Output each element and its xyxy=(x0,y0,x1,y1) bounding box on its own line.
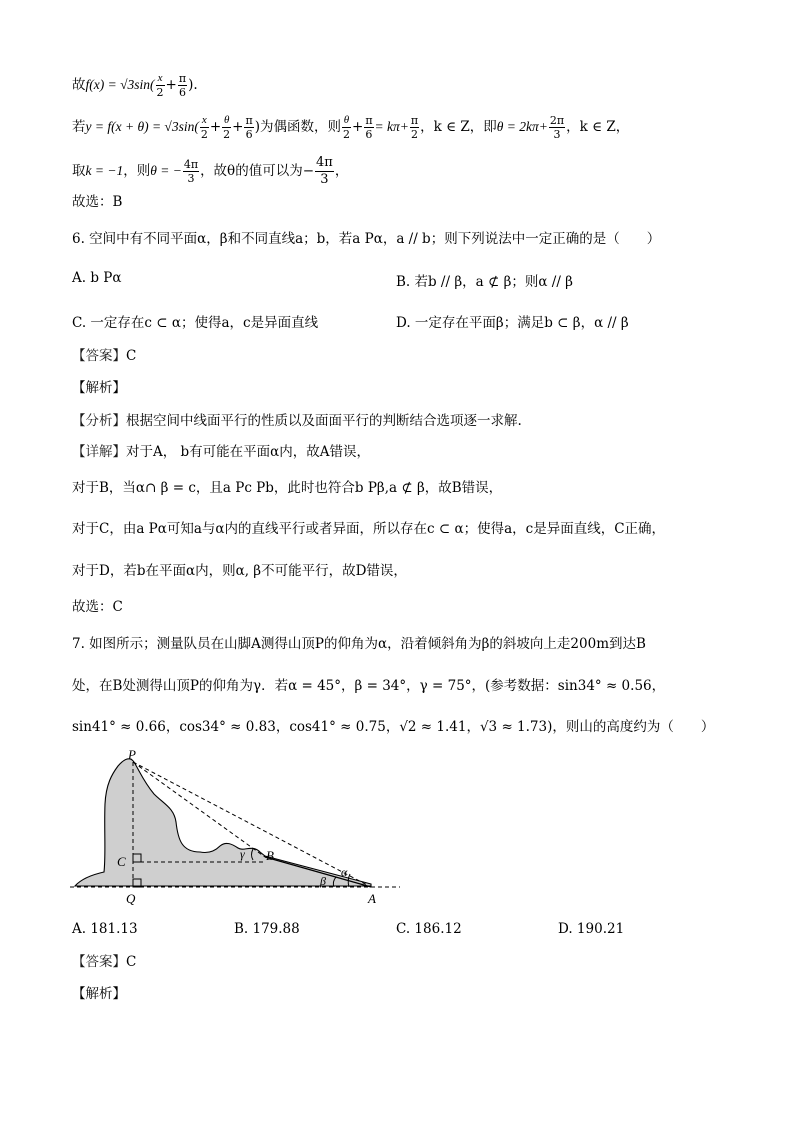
q7-stem-2: 处，在B处测得山顶P的仰角为γ．若α = 45°，β = 34°，γ = 75°，(参考数据：sin34° ≈ 0.56， xyxy=(72,678,666,694)
solution-line-2: 若y = f(x + θ) = √3sin( $\frac{x}{2}$ + $\frac{\theta}{2}$ + $\frac{\pi}{6}$ )为偶函数，则 $\frac{\theta}{2}$ + $\frac{\pi}{6}$ = kπ+ $\frac{\pi}{2}$ ，k ∈ Z，即θ = 2kπ+ $\frac{2\pi}{3}$ ，k ∈ Z， xyxy=(72,114,630,141)
q7-stem-1: 7. 如图所示；测量队员在山脚A测得山顶P的仰角为α，沿着倾斜角为β的斜坡向上走200m到达B xyxy=(72,636,646,652)
q6-detail-3: 对于C，由a Pα可知a与α内的直线平行或者异面，所以存在c ⊂ α；使得a，c是异面直线，C正确， xyxy=(72,521,666,537)
q7-stem-3: sin41° ≈ 0.66，cos34° ≈ 0.83，cos41° ≈ 0.75，√2 ≈ 1.41，√3 ≈ 1.73)，则山的高度约为（ ） xyxy=(72,719,715,735)
q7-option-b: B. 179.88 xyxy=(234,921,300,937)
label-gamma: γ xyxy=(240,847,245,861)
label-q: Q xyxy=(126,891,136,906)
q6-option-d: D. 一定存在平面β；满足b ⊂ β，α // β xyxy=(396,315,629,331)
label-b: B xyxy=(266,848,274,863)
q6-detail-2: 对于B，当α∩ β = c，且a Pc Pb，此时也符合b Pβ,a ⊄ β，故B错误， xyxy=(72,480,503,496)
q7-answer: 【答案】C xyxy=(72,954,137,970)
mountain-figure xyxy=(60,745,420,906)
q6-fenxi: 【分析】根据空间中线面平行的性质以及面面平行的判断结合选项逐一求解. xyxy=(72,413,522,429)
q7-analysis-tag: 【解析】 xyxy=(72,986,126,1002)
solution-line-3: 取k = −1，则θ = − $\frac{4\pi}{3}$ ，故θ的值可以为− $\frac{4\pi}{3}$ ， xyxy=(72,155,349,187)
q7-option-a: A. 181.13 xyxy=(72,921,138,937)
q6-detail-1: 【详解】对于A， b有可能在平面α内，故A错误， xyxy=(72,444,371,460)
label-alpha: α xyxy=(341,865,348,879)
q6-option-c: C. 一定存在c ⊂ α；使得a，c是异面直线 xyxy=(72,315,319,331)
q6-detail-4: 对于D，若b在平面α内，则α, β不可能平行，故D错误， xyxy=(72,563,407,579)
q6-option-b: B. 若b // β，a ⊄ β；则α // β xyxy=(396,274,573,290)
label-p: P xyxy=(128,747,136,762)
q7-option-d: D. 190.21 xyxy=(558,921,625,937)
q6-option-a: A. b Pα xyxy=(72,270,122,286)
solution-line-1: 故f(x) = √3sin( $\frac{x}{2}$ + $\frac{\pi}{6}$ ). xyxy=(72,72,198,99)
label-a: A xyxy=(368,891,376,906)
label-c: C xyxy=(117,854,126,869)
q6-choice: 故选：C xyxy=(72,599,123,615)
label-beta: β xyxy=(320,874,326,888)
q6-answer: 【答案】C xyxy=(72,348,137,364)
choice-line: 故选：B xyxy=(72,194,123,210)
q7-option-c: C. 186.12 xyxy=(396,921,462,937)
q6-analysis-tag: 【解析】 xyxy=(72,380,126,396)
q6-stem: 6. 空间中有不同平面α，β和不同直线a；b，若a Pα，a // b；则下列说法中一定正确的是（ ） xyxy=(72,231,661,247)
